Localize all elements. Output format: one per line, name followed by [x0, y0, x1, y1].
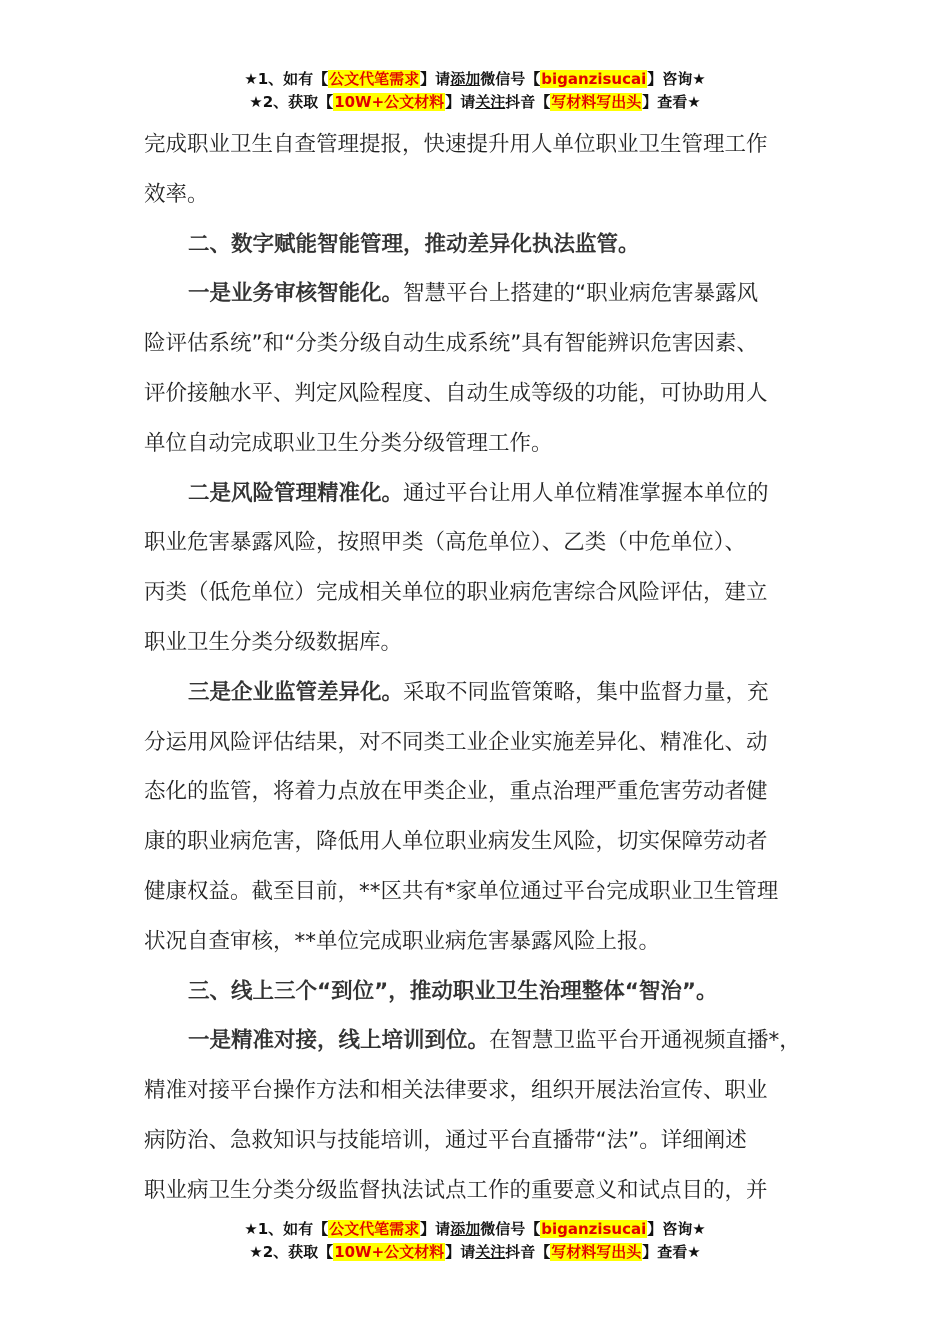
paragraph [144, 668, 814, 967]
banner-text: 】请 [420, 1220, 451, 1238]
text-line [144, 469, 814, 519]
banner-highlight: 写材料写出头 [551, 93, 642, 111]
bold-lead: 一是精准对接，线上培训到位。 [188, 1028, 490, 1054]
banner-text: 抖音【 [505, 1243, 551, 1261]
banner-emphasis: 添加 [450, 70, 481, 88]
text-line [144, 668, 814, 718]
text-line: 效率。 [144, 181, 209, 207]
banner-emphasis: 关注 [475, 1243, 506, 1261]
banner-text: ★2、获取【 [249, 93, 334, 111]
banner-text: 】请 [445, 1243, 476, 1261]
text-line: 分运用风险评估结果，对不同类工业企业实施差异化、精准化、动 [144, 729, 768, 755]
banner-text: 】咨询★ [647, 1220, 706, 1238]
section-heading [144, 220, 814, 270]
document-body [144, 120, 814, 1216]
heading-text: 三、线上三个“到位”，推动职业卫生治理整体“智治”。 [188, 978, 718, 1004]
text-line: 职业病卫生分类分级监督执法试点工作的重要意义和试点目的，并 [144, 1177, 768, 1203]
text-line: 职业卫生分类分级数据库。 [144, 629, 403, 655]
paragraph [144, 120, 814, 220]
section-heading [144, 967, 814, 1017]
banner-highlight: biganzisucai [541, 1220, 647, 1238]
banner-highlight: biganzisucai [541, 70, 647, 88]
text-line [144, 1016, 814, 1066]
banner-line-2 [0, 91, 950, 114]
text-line: 单位自动完成职业卫生分类分级管理工作。 [144, 430, 553, 456]
banner-highlight: 公文代笔需求 [329, 1220, 420, 1238]
text-line: 完成职业卫生自查管理提报，快速提升用人单位职业卫生管理工作 [144, 132, 768, 157]
banner-highlight: 10W+公文材料 [334, 1243, 445, 1261]
banner-text: 】请 [445, 93, 476, 111]
heading-text: 二、数字赋能智能管理，推动差异化执法监管。 [188, 231, 640, 257]
bold-lead: 二是风险管理精准化。 [188, 480, 404, 506]
banner-highlight: 10W+公文材料 [334, 93, 445, 111]
bold-lead: 三是企业监管差异化。 [188, 679, 404, 705]
text-line: 态化的监管，将着力点放在甲类企业，重点治理严重危害劳动者健 [144, 779, 768, 805]
paragraph [144, 269, 814, 468]
banner-text: ★2、获取【 [249, 1243, 334, 1261]
text-line: 评价接触水平、判定风险程度、自动生成等级的功能，可协助用人 [144, 380, 768, 406]
text-run: 在智慧卫监平台开通视频直播*， [489, 1028, 801, 1054]
text-line: 险评估系统”和“分类分级自动生成系统”具有智能辨识危害因素、 [144, 331, 758, 357]
banner-text: 微信号【 [480, 1220, 541, 1238]
paragraph [144, 469, 814, 668]
banner-line-1 [0, 68, 950, 91]
banner-text: 抖音【 [505, 93, 551, 111]
text-line: 健康权益。截至目前，**区共有*家单位通过平台完成职业卫生管理 [144, 878, 779, 904]
banner-emphasis: 添加 [450, 1220, 481, 1238]
banner-text: 】查看★ [642, 93, 701, 111]
banner-highlight: 写材料写出头 [551, 1243, 642, 1261]
text-run: 通过平台让用人单位精准掌握本单位的 [403, 480, 769, 506]
banner-text: ★1、如有【 [244, 1220, 329, 1238]
footer-banner [0, 1218, 950, 1264]
banner-text: 微信号【 [480, 70, 541, 88]
text-line: 康的职业病危害，降低用人单位职业病发生风险，切实保障劳动者 [144, 829, 768, 855]
banner-highlight: 公文代笔需求 [329, 70, 420, 88]
banner-text: 】咨询★ [647, 70, 706, 88]
text-run: 采取不同监管策略，集中监督力量，充 [403, 679, 769, 705]
banner-text: ★1、如有【 [244, 70, 329, 88]
banner-emphasis: 关注 [475, 93, 506, 111]
banner-line-1 [0, 1218, 950, 1241]
text-line [144, 269, 814, 319]
text-line: 病防治、急救知识与技能培训，通过平台直播带“法”。详细阐述 [144, 1127, 747, 1153]
text-run: 智慧平台上搭建的“职业病危害暴露风 [403, 281, 759, 307]
text-line: 丙类（低危单位）完成相关单位的职业病危害综合风险评估，建立 [144, 580, 768, 606]
banner-line-2 [0, 1241, 950, 1264]
header-banner [0, 68, 950, 114]
text-line: 精准对接平台操作方法和相关法律要求，组织开展法治宣传、职业 [144, 1078, 768, 1104]
bold-lead: 一是业务审核智能化。 [188, 281, 404, 307]
banner-text: 】请 [420, 70, 451, 88]
paragraph [144, 1016, 814, 1215]
text-line: 职业危害暴露风险，按照甲类（高危单位）、乙类（中危单位）、 [144, 530, 747, 556]
text-line: 状况自查审核，**单位完成职业病危害暴露风险上报。 [144, 928, 661, 954]
banner-text: 】查看★ [642, 1243, 701, 1261]
